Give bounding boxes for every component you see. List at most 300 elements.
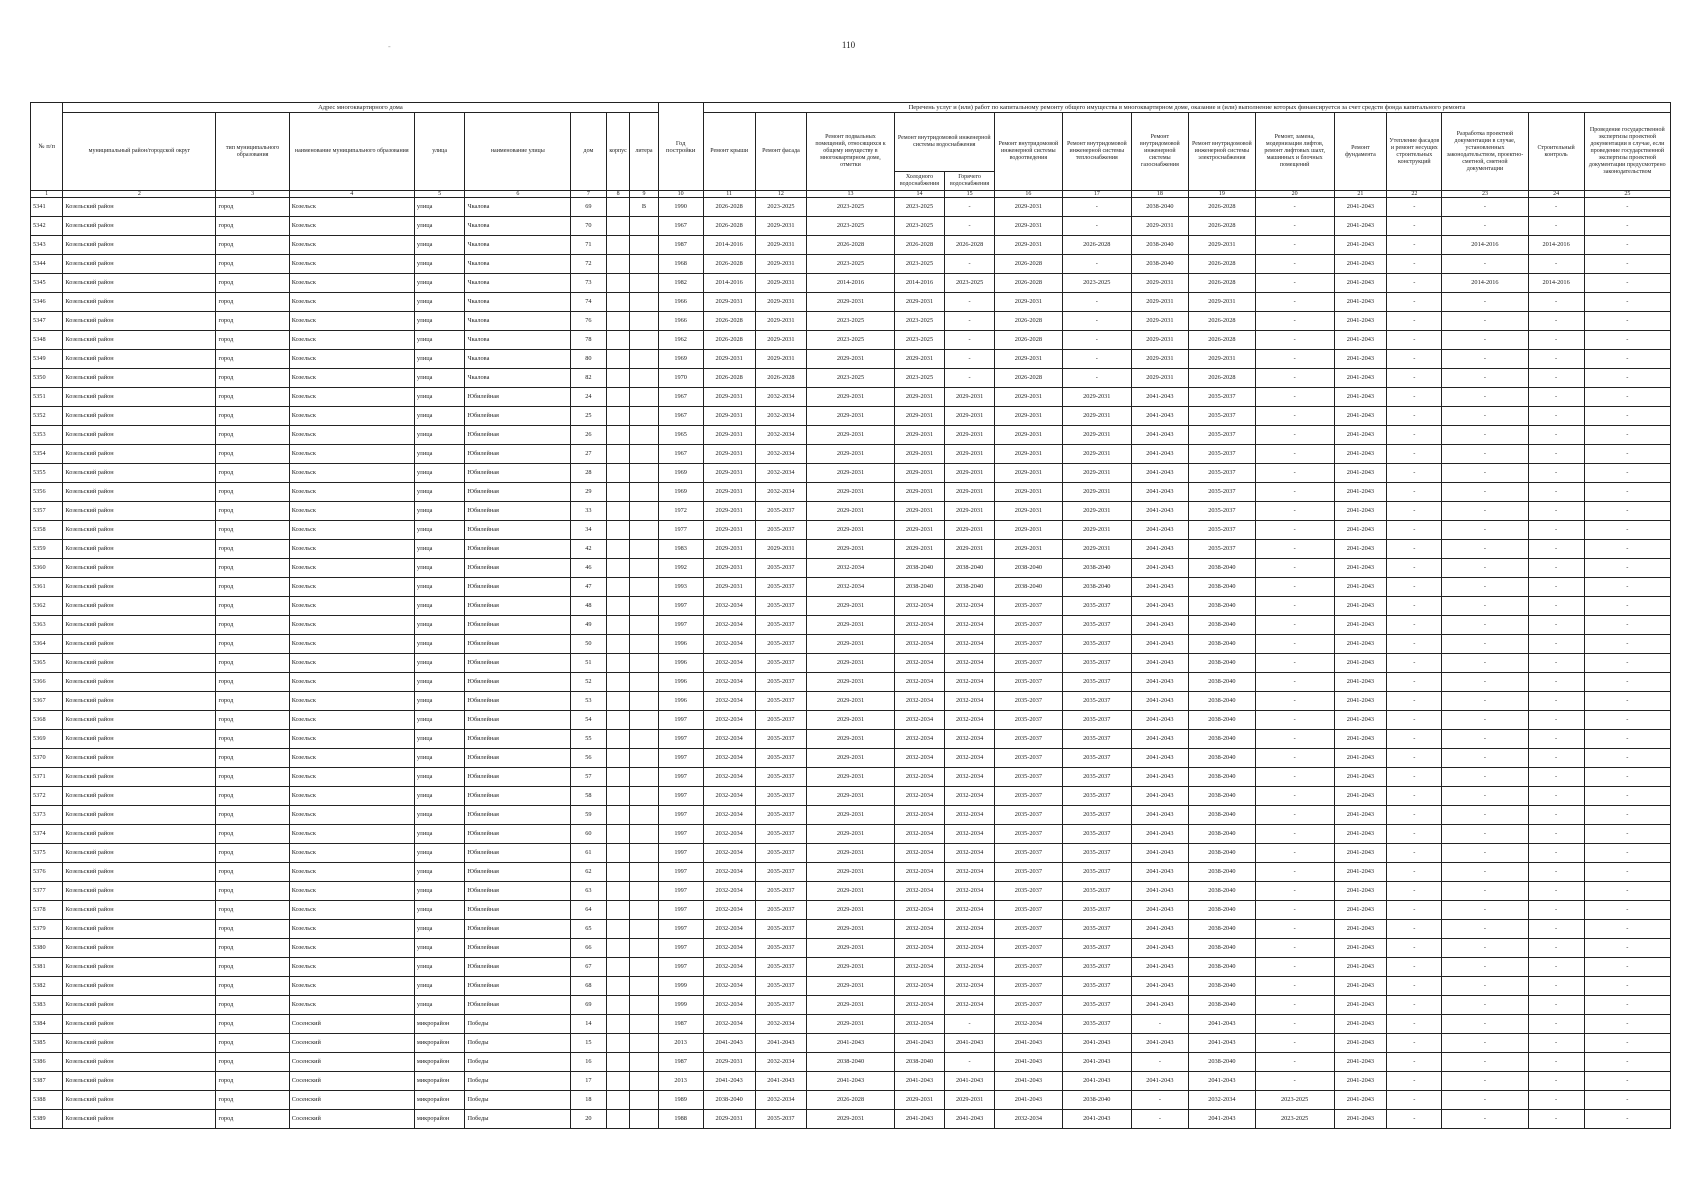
table-cell: -	[1255, 844, 1334, 863]
table-cell: 2029-2031	[1131, 331, 1188, 350]
table-cell: 2032-2034	[755, 407, 807, 426]
table-cell: 2041-2043	[1334, 635, 1387, 654]
table-cell: Козельск	[289, 825, 414, 844]
table-cell: 2041-2043	[703, 1034, 755, 1053]
table-cell: 2041-2043	[1131, 502, 1188, 521]
table-cell: 2041-2043	[1131, 635, 1188, 654]
table-cell: 1997	[658, 920, 703, 939]
table-cell	[606, 483, 630, 502]
table-cell: -	[1584, 977, 1670, 996]
table-cell: 2023-2025	[807, 255, 894, 274]
table-cell: 2041-2043	[1334, 426, 1387, 445]
table-cell: Козельск	[289, 388, 414, 407]
table-cell: 2029-2031	[807, 635, 894, 654]
table-cell: 2032-2034	[945, 768, 995, 787]
table-cell: 2041-2043	[1334, 1072, 1387, 1091]
table-cell: 2032-2034	[1188, 1091, 1255, 1110]
table-cell: 2023-2025	[1255, 1110, 1334, 1129]
table-cell: 2029-2031	[807, 407, 894, 426]
table-cell: -	[1584, 312, 1670, 331]
table-cell: Козельск	[289, 787, 414, 806]
table-cell: 2038-2040	[1188, 749, 1255, 768]
table-cell: город	[216, 1034, 289, 1053]
table-cell: 1993	[658, 578, 703, 597]
table-cell: 2026-2028	[1188, 331, 1255, 350]
table-cell	[630, 996, 658, 1015]
table-cell: Козельский район	[63, 198, 216, 217]
table-cell: город	[216, 426, 289, 445]
table-cell: -	[1442, 616, 1528, 635]
table-cell	[630, 331, 658, 350]
table-cell: -	[1387, 977, 1442, 996]
table-cell: улица	[414, 597, 465, 616]
table-cell: Козельск	[289, 977, 414, 996]
table-cell: 5375	[31, 844, 63, 863]
table-cell: Чкалова	[465, 350, 571, 369]
column-number: 12	[755, 191, 807, 198]
column-number: 1	[31, 191, 63, 198]
table-cell: улица	[414, 787, 465, 806]
table-cell: 1996	[658, 692, 703, 711]
table-cell	[606, 350, 630, 369]
table-cell: -	[1584, 597, 1670, 616]
table-cell: 1962	[658, 331, 703, 350]
table-cell: -	[1387, 1015, 1442, 1034]
table-cell: город	[216, 331, 289, 350]
table-cell	[606, 825, 630, 844]
table-cell: -	[1442, 293, 1528, 312]
table-cell: 2041-2043	[1188, 1110, 1255, 1129]
table-cell: -	[1387, 635, 1442, 654]
table-cell: 2035-2037	[1062, 825, 1131, 844]
table-cell: -	[1584, 445, 1670, 464]
table-cell: 5373	[31, 806, 63, 825]
table-cell: Козельский район	[63, 597, 216, 616]
table-cell: 2032-2034	[703, 977, 755, 996]
table-cell: -	[1131, 1110, 1188, 1129]
table-cell: улица	[414, 388, 465, 407]
table-cell: -	[1255, 616, 1334, 635]
table-row	[31, 749, 1671, 768]
table-row	[31, 236, 1671, 255]
table-cell: Козельск	[289, 711, 414, 730]
table-cell: 2035-2037	[994, 996, 1062, 1015]
table-row	[31, 806, 1671, 825]
table-cell: 80	[571, 350, 607, 369]
table-cell: 2035-2037	[755, 635, 807, 654]
column-number: 11	[703, 191, 755, 198]
table-cell: -	[1387, 236, 1442, 255]
table-cell: 2032-2034	[945, 616, 995, 635]
table-cell: -	[1387, 521, 1442, 540]
table-cell: Козельск	[289, 274, 414, 293]
table-cell: 2035-2037	[755, 502, 807, 521]
table-cell: 2035-2037	[755, 521, 807, 540]
table-cell: 1997	[658, 597, 703, 616]
table-cell: Юбилейная	[465, 730, 571, 749]
table-cell	[606, 863, 630, 882]
table-cell: Козельский район	[63, 426, 216, 445]
table-cell: 2041-2043	[1334, 882, 1387, 901]
table-cell	[606, 274, 630, 293]
table-cell: 2041-2043	[1131, 730, 1188, 749]
table-cell: Козельский район	[63, 863, 216, 882]
table-cell: -	[1387, 1110, 1442, 1129]
header-house: дом	[571, 113, 607, 191]
table-cell: -	[1442, 635, 1528, 654]
table-cell: город	[216, 730, 289, 749]
table-cell: 2035-2037	[994, 692, 1062, 711]
table-cell: Козельский район	[63, 939, 216, 958]
table-cell: 2029-2031	[1131, 293, 1188, 312]
table-row	[31, 426, 1671, 445]
table-cell: 2026-2028	[994, 312, 1062, 331]
table-cell: 2032-2034	[945, 635, 995, 654]
table-cell: 2029-2031	[755, 293, 807, 312]
table-cell: Юбилейная	[465, 787, 571, 806]
table-cell: -	[1584, 426, 1670, 445]
table-cell: 2032-2034	[894, 597, 945, 616]
table-cell: 5347	[31, 312, 63, 331]
table-cell: -	[1584, 882, 1670, 901]
table-cell: 2029-2031	[807, 711, 894, 730]
table-cell: 2029-2031	[807, 825, 894, 844]
table-cell: 2041-2043	[1131, 559, 1188, 578]
table-cell: -	[1528, 445, 1584, 464]
table-cell: 2038-2040	[1131, 236, 1188, 255]
table-cell: 2029-2031	[945, 445, 995, 464]
table-row	[31, 483, 1671, 502]
table-cell: Юбилейная	[465, 711, 571, 730]
table-cell: 2038-2040	[1188, 578, 1255, 597]
table-cell: 2029-2031	[703, 350, 755, 369]
table-cell: -	[1442, 1034, 1528, 1053]
stray-mark: -	[388, 42, 391, 51]
table-cell: 2032-2034	[945, 654, 995, 673]
table-cell: 2032-2034	[755, 445, 807, 464]
table-cell: -	[1442, 521, 1528, 540]
table-cell: 2032-2034	[894, 825, 945, 844]
table-cell: 2035-2037	[994, 882, 1062, 901]
table-cell: -	[1528, 369, 1584, 388]
table-cell: -	[1442, 312, 1528, 331]
table-cell: 2029-2031	[807, 483, 894, 502]
table-cell: 2038-2040	[894, 559, 945, 578]
table-cell	[630, 768, 658, 787]
table-cell	[630, 806, 658, 825]
table-cell: 2029-2031	[807, 844, 894, 863]
table-cell: 2032-2034	[703, 806, 755, 825]
table-cell: 2014-2016	[1442, 236, 1528, 255]
table-row	[31, 787, 1671, 806]
table-cell: -	[1255, 920, 1334, 939]
table-cell	[630, 426, 658, 445]
table-cell: -	[1255, 578, 1334, 597]
table-cell: 2029-2031	[807, 730, 894, 749]
table-cell: 2026-2028	[703, 369, 755, 388]
table-cell: 14	[571, 1015, 607, 1034]
table-cell: 2032-2034	[703, 901, 755, 920]
table-cell: -	[1387, 502, 1442, 521]
table-cell: 5361	[31, 578, 63, 597]
table-cell: Козельский район	[63, 350, 216, 369]
table-cell: 2041-2043	[1334, 1015, 1387, 1034]
table-cell: -	[1584, 730, 1670, 749]
table-cell: Чкалова	[465, 312, 571, 331]
table-cell: 1988	[658, 1110, 703, 1129]
table-cell: 59	[571, 806, 607, 825]
table-cell: 2041-2043	[1334, 312, 1387, 331]
table-cell: 2041-2043	[1131, 540, 1188, 559]
table-cell	[630, 578, 658, 597]
table-row	[31, 388, 1671, 407]
table-cell: 2041-2043	[1131, 844, 1188, 863]
table-cell: улица	[414, 711, 465, 730]
table-cell: 2038-2040	[1188, 996, 1255, 1015]
table-cell: 5362	[31, 597, 63, 616]
table-cell: улица	[414, 996, 465, 1015]
table-cell	[630, 692, 658, 711]
table-cell: 2035-2037	[994, 958, 1062, 977]
table-cell: -	[1255, 787, 1334, 806]
table-row	[31, 331, 1671, 350]
table-cell: 2029-2031	[807, 806, 894, 825]
table-cell: 2041-2043	[1334, 768, 1387, 787]
table-cell	[630, 673, 658, 692]
table-cell: 2038-2040	[1188, 1053, 1255, 1072]
table-cell: Козельск	[289, 806, 414, 825]
table-cell: -	[1528, 597, 1584, 616]
table-cell: -	[1442, 901, 1528, 920]
table-cell: 2029-2031	[1062, 464, 1131, 483]
table-cell: 1997	[658, 616, 703, 635]
table-cell: 2032-2034	[945, 901, 995, 920]
table-cell: 2032-2034	[994, 1110, 1062, 1129]
table-cell: Козельский район	[63, 673, 216, 692]
table-cell: 2026-2028	[994, 369, 1062, 388]
table-cell: город	[216, 749, 289, 768]
table-cell: город	[216, 939, 289, 958]
table-cell	[630, 825, 658, 844]
table-cell: -	[1387, 806, 1442, 825]
table-cell: 2014-2016	[894, 274, 945, 293]
table-cell: 51	[571, 654, 607, 673]
table-cell: 2041-2043	[945, 1034, 995, 1053]
table-row	[31, 730, 1671, 749]
table-cell: 66	[571, 939, 607, 958]
table-cell: -	[1584, 350, 1670, 369]
table-cell: 2041-2043	[1334, 654, 1387, 673]
table-cell: -	[1442, 1053, 1528, 1072]
table-cell: 2041-2043	[1334, 920, 1387, 939]
table-cell: 1997	[658, 787, 703, 806]
table-cell: 2026-2028	[703, 255, 755, 274]
table-cell: город	[216, 1091, 289, 1110]
table-cell: 2041-2043	[755, 1072, 807, 1091]
table-cell: 2023-2025	[894, 312, 945, 331]
column-number: 3	[216, 191, 289, 198]
table-cell: 1996	[658, 654, 703, 673]
table-cell: -	[1255, 749, 1334, 768]
table-cell: 2032-2034	[894, 692, 945, 711]
table-cell: 1997	[658, 711, 703, 730]
table-cell: 5353	[31, 426, 63, 445]
table-cell: -	[1528, 293, 1584, 312]
table-cell: 2035-2037	[1062, 1015, 1131, 1034]
table-cell: 2035-2037	[1062, 616, 1131, 635]
table-cell: Козельск	[289, 331, 414, 350]
table-cell: -	[1387, 863, 1442, 882]
table-cell	[630, 711, 658, 730]
table-cell: -	[1528, 882, 1584, 901]
table-cell	[630, 521, 658, 540]
table-cell: -	[1584, 768, 1670, 787]
table-cell: 5380	[31, 939, 63, 958]
table-cell: 2032-2034	[703, 730, 755, 749]
table-cell: -	[1255, 274, 1334, 293]
table-cell: 2035-2037	[994, 673, 1062, 692]
table-row	[31, 1072, 1671, 1091]
table-cell: 2029-2031	[703, 445, 755, 464]
table-cell: Козельский район	[63, 502, 216, 521]
table-cell: Козельск	[289, 958, 414, 977]
table-cell: -	[1584, 369, 1670, 388]
table-cell: -	[1387, 901, 1442, 920]
table-cell	[630, 407, 658, 426]
table-cell: -	[1255, 331, 1334, 350]
table-cell: 2032-2034	[945, 920, 995, 939]
table-cell: 2026-2028	[703, 312, 755, 331]
table-cell: Козельский район	[63, 293, 216, 312]
table-cell: 2029-2031	[755, 217, 807, 236]
column-number: 25	[1584, 191, 1670, 198]
table-row	[31, 464, 1671, 483]
table-cell: город	[216, 996, 289, 1015]
table-cell	[606, 293, 630, 312]
table-cell: город	[216, 787, 289, 806]
table-cell: 2041-2043	[1131, 920, 1188, 939]
table-cell: 2035-2037	[755, 616, 807, 635]
table-cell: 61	[571, 844, 607, 863]
table-cell: город	[216, 1110, 289, 1129]
table-cell	[606, 1091, 630, 1110]
table-cell: 2041-2043	[1334, 559, 1387, 578]
table-cell: 2035-2037	[1188, 407, 1255, 426]
table-cell	[630, 540, 658, 559]
table-cell: 2038-2040	[1188, 920, 1255, 939]
header-street: наименование улицы	[465, 113, 571, 191]
table-cell: Чкалова	[465, 217, 571, 236]
table-cell: 2026-2028	[1188, 369, 1255, 388]
table-cell: 2029-2031	[1188, 350, 1255, 369]
table-cell: -	[1528, 749, 1584, 768]
table-cell: Козельск	[289, 730, 414, 749]
table-cell: 17	[571, 1072, 607, 1091]
table-cell: -	[1255, 464, 1334, 483]
table-cell: 2023-2025	[894, 217, 945, 236]
table-cell	[630, 559, 658, 578]
table-cell: Юбилейная	[465, 559, 571, 578]
table-cell: 2041-2043	[1334, 255, 1387, 274]
table-cell: -	[1528, 787, 1584, 806]
table-cell: 58	[571, 787, 607, 806]
table-cell: Юбилейная	[465, 939, 571, 958]
table-cell	[606, 882, 630, 901]
table-cell: Козельск	[289, 673, 414, 692]
table-cell: 2029-2031	[894, 388, 945, 407]
table-cell	[606, 996, 630, 1015]
table-cell: -	[1584, 749, 1670, 768]
table-cell: Козельский район	[63, 825, 216, 844]
table-cell: Козельск	[289, 559, 414, 578]
table-cell: -	[1584, 521, 1670, 540]
table-cell: -	[1584, 255, 1670, 274]
table-cell: 2041-2043	[1131, 806, 1188, 825]
table-cell: 2041-2043	[1334, 388, 1387, 407]
table-cell: -	[1387, 1053, 1442, 1072]
table-cell: 2029-2031	[894, 464, 945, 483]
table-cell: 2032-2034	[945, 673, 995, 692]
table-cell: -	[1442, 996, 1528, 1015]
table-cell: 2032-2034	[894, 996, 945, 1015]
table-cell: Чкалова	[465, 331, 571, 350]
table-cell: -	[1528, 711, 1584, 730]
table-cell: -	[1387, 882, 1442, 901]
table-cell: 2029-2031	[703, 388, 755, 407]
table-cell: Козельск	[289, 312, 414, 331]
table-cell: 2029-2031	[894, 426, 945, 445]
table-cell: 2041-2043	[1334, 331, 1387, 350]
table-cell: улица	[414, 730, 465, 749]
table-cell: город	[216, 616, 289, 635]
table-cell: -	[1442, 217, 1528, 236]
table-row	[31, 1015, 1671, 1034]
table-cell: -	[945, 255, 995, 274]
table-cell: -	[1528, 806, 1584, 825]
table-cell: -	[1584, 483, 1670, 502]
table-cell: 2035-2037	[1188, 426, 1255, 445]
table-cell: 2029-2031	[807, 1015, 894, 1034]
table-cell: Сосенский	[289, 1110, 414, 1129]
table-cell: 2029-2031	[703, 578, 755, 597]
table-cell: 2041-2043	[1131, 521, 1188, 540]
table-cell: 2023-2025	[1255, 1091, 1334, 1110]
table-cell	[630, 464, 658, 483]
table-cell: 2032-2034	[894, 1015, 945, 1034]
table-cell: 2032-2034	[703, 996, 755, 1015]
table-cell: 5364	[31, 635, 63, 654]
table-cell: -	[1528, 198, 1584, 217]
table-cell: -	[1255, 1015, 1334, 1034]
table-cell: 2029-2031	[807, 673, 894, 692]
table-cell: -	[1387, 464, 1442, 483]
table-cell	[630, 863, 658, 882]
table-cell: Чкалова	[465, 293, 571, 312]
table-cell: -	[945, 293, 995, 312]
table-cell: 1969	[658, 350, 703, 369]
table-cell: -	[1528, 673, 1584, 692]
table-cell: город	[216, 464, 289, 483]
table-cell: -	[1442, 255, 1528, 274]
table-row	[31, 369, 1671, 388]
table-cell: -	[945, 198, 995, 217]
table-cell: 5348	[31, 331, 63, 350]
table-cell: -	[1442, 882, 1528, 901]
table-cell: 2029-2031	[807, 920, 894, 939]
table-cell: 2029-2031	[807, 996, 894, 1015]
table-cell: -	[1528, 1072, 1584, 1091]
header-foundation: Ремонт фундамента	[1334, 113, 1387, 191]
